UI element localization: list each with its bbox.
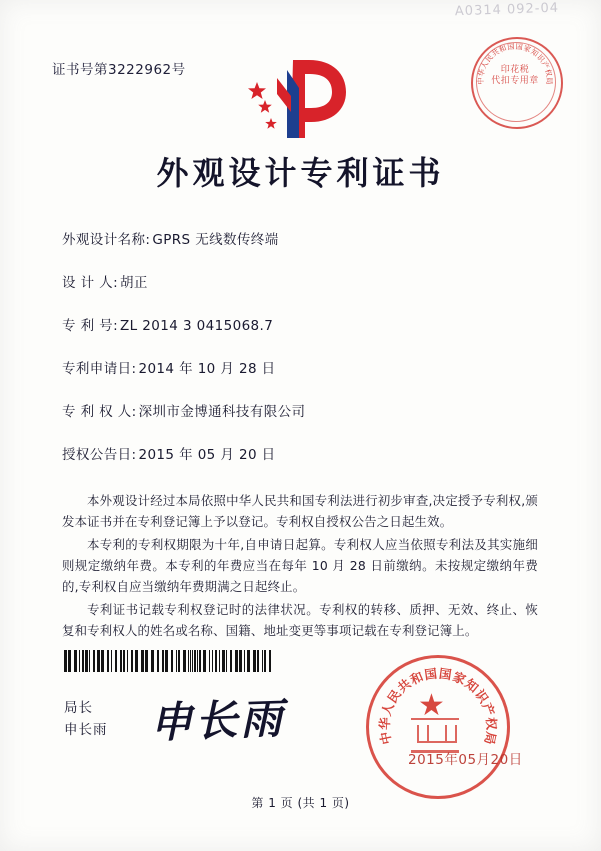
director-name-label: 申长雨 [64, 722, 108, 738]
field-design-name [62, 228, 542, 271]
star-icon: ★ [418, 688, 445, 723]
field-label: 专利申请日: [62, 361, 137, 377]
field-label: 设 计 人: [62, 275, 119, 291]
paragraph: 本外观设计经过本局依照中华人民共和国专利法进行初步审查,决定授予专利权,颁发本证书并在专利登记簿上予以登记。专利权自授权公告之日起生效。 [62, 493, 538, 529]
legal-text-block [62, 490, 538, 643]
field-value: 2015 年 05 月 20 日 [138, 447, 276, 463]
seal-center-text: 印花税 代扣专用章 [491, 65, 539, 86]
page-footer: 第 1 页 (共 1 页) [251, 796, 350, 810]
paragraph: 专利证书记载专利权登记时的法律状况。专利权的转移、质押、无效、终止、恢复和专利权人的姓名或名称、国籍、地址变更等事项记载在专利登记簿上。 [62, 602, 538, 638]
field-patentee [62, 400, 542, 443]
signature-labels [64, 697, 108, 741]
field-application-date [62, 357, 542, 400]
field-list [62, 228, 542, 486]
field-label: 授权公告日: [62, 447, 137, 463]
field-label: 专 利 号: [62, 318, 119, 334]
seal-date-stamp: 2015年05月20日 [408, 752, 523, 768]
paragraph: 本专利的专利权期限为十年,自申请日起算。专利权人应当依照专利法及其实施细则规定缴纳年费。本专利的年费应当在每年 10 月 28 日前缴纳。未按规定缴纳年费的,专利权自应当缴纳年费期满之日起终止。 [62, 537, 538, 594]
scan-annotation: A0314 092-04 [454, 0, 560, 20]
tax-stamp-seal [471, 37, 563, 129]
field-label: 专 利 权 人: [62, 404, 137, 420]
field-value: GPRS 无线数传终端 [152, 232, 279, 248]
certificate-number: 证书号第3222962号 [52, 62, 186, 78]
national-office-seal: 中 华 人 民 共 和 国 国 家 知 识 产 权 局 ★ [366, 655, 510, 799]
barcode [64, 650, 274, 672]
seal-arc-text: 中 华 人 民 共 和 国 国 家 知 识 产 权 局 [476, 41, 554, 85]
field-value: 2014 年 10 月 28 日 [138, 361, 276, 377]
field-value: 深圳市金博通科技有限公司 [138, 404, 306, 420]
page-title: 外观设计专利证书 [156, 154, 445, 192]
field-value: 胡正 [120, 275, 148, 291]
sipo-logo-icon [247, 52, 357, 142]
field-value: ZL 2014 3 0415068.7 [120, 318, 274, 334]
handwritten-signature: 申长雨 [149, 693, 286, 748]
field-designer [62, 271, 542, 314]
field-label: 外观设计名称: [62, 232, 151, 248]
field-patent-number [62, 314, 542, 357]
director-title-label: 局长 [64, 700, 93, 716]
field-grant-date [62, 443, 542, 486]
